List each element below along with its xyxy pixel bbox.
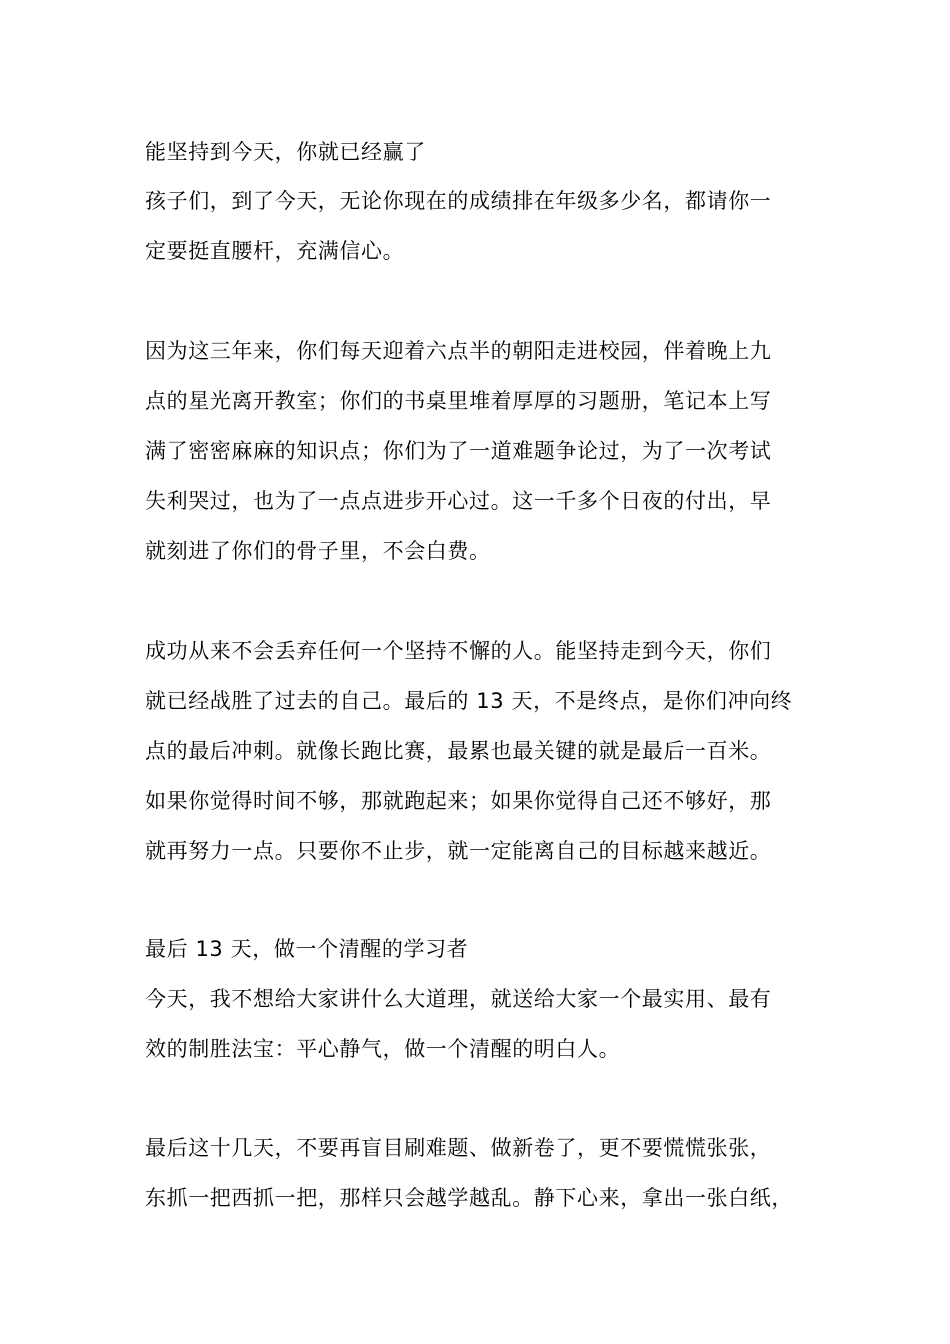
text-line: 最后这十几天，不要再盲目刷难题、做新卷了，更不要慌慌张张， (145, 1136, 772, 1160)
text-line: 就刻进了你们的骨子里，不会白费。 (145, 539, 491, 563)
text-line: 满了密密麻麻的知识点；你们为了一道难题争论过，为了一次考试 (145, 439, 772, 463)
text-line: 失利哭过，也为了一点点进步开心过。这一千多个日夜的付出，早 (145, 489, 772, 513)
text-line: 今天，我不想给大家讲什么大道理，就送给大家一个最实用、最有 (145, 987, 772, 1011)
text-line: 东抓一把西抓一把，那样只会越学越乱。静下心来，拿出一张白纸， (145, 1186, 793, 1210)
section-heading: 能坚持到今天，你就已经赢了 (145, 140, 426, 164)
text-line: 如果你觉得时间不够，那就跑起来；如果你觉得自己还不够好，那 (145, 789, 772, 813)
text-line: 孩子们，到了今天，无论你现在的成绩排在年级多少名，都请你一 (145, 189, 772, 213)
text-line: 点的最后冲刺。就像长跑比赛，最累也最关键的就是最后一百米。 (145, 739, 772, 763)
section-heading: 最后 13 天，做一个清醒的学习者 (145, 937, 469, 961)
text-line: 效的制胜法宝：平心静气，做一个清醒的明白人。 (145, 1037, 621, 1061)
text-line: 就已经战胜了过去的自己。最后的 13 天，不是终点，是你们冲向终 (145, 689, 793, 713)
text-line: 成功从来不会丢弃任何一个坚持不懈的人。能坚持走到今天，你们 (145, 639, 772, 663)
text-line: 定要挺直腰杆，充满信心。 (145, 239, 405, 263)
text-line: 点的星光离开教室；你们的书桌里堆着厚厚的习题册，笔记本上写 (145, 389, 772, 413)
text-line: 就再努力一点。只要你不止步，就一定能离自己的目标越来越近。 (145, 839, 772, 863)
text-line: 因为这三年来，你们每天迎着六点半的朝阳走进校园，伴着晚上九 (145, 339, 772, 363)
